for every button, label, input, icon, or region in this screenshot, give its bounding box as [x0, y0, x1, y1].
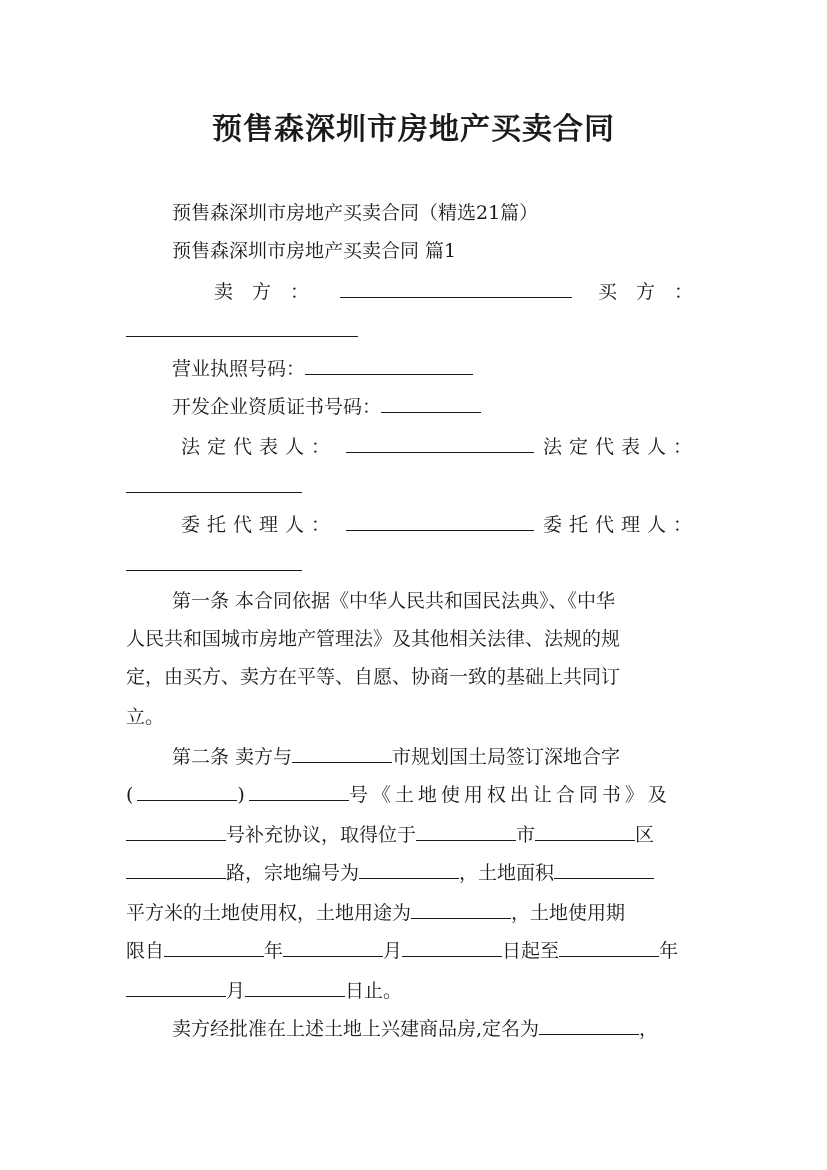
article-1-line-2: 人民共和国城市房地产管理法》及其他相关法律、法规的规 [126, 628, 621, 650]
legal-rep-field-buyer[interactable] [126, 474, 302, 500]
agent-label-seller: 委托代理人： [181, 514, 338, 536]
document-title: 预售森深圳市房地产买卖合同 [212, 112, 615, 147]
article-2-line-5: 平方米的土地使用权，土地用途为 ，土地使用期 [126, 902, 626, 924]
blank-field[interactable] [411, 900, 511, 919]
article-2-line-6: 限自 年 月 日起至 年 [126, 940, 679, 962]
article-1-line-4: 立。 [126, 706, 165, 728]
article-1-line-3: 定，由买方、卖方在平等、自愿、协商一致的基础上共同订 [126, 666, 621, 688]
blank-field[interactable] [126, 978, 226, 997]
seller-field[interactable] [340, 279, 572, 305]
blank-field[interactable] [126, 860, 226, 879]
blank-field[interactable] [164, 938, 264, 957]
license-row [172, 356, 473, 382]
blank-field[interactable] [559, 938, 659, 957]
agent-label-buyer: 委托代理人： [543, 514, 700, 536]
qualification-label: 开发企业资质证书号码： [172, 396, 382, 418]
agent-field-buyer[interactable] [126, 552, 302, 578]
blank-field[interactable] [554, 860, 654, 879]
license-field[interactable] [305, 356, 473, 375]
article-2-line-3: 号补充协议，取得位于 市 区 [126, 822, 654, 848]
blank-field[interactable] [402, 938, 502, 957]
article-2-line-2: ( ) 号《土地使用权出让合同书》及 [126, 784, 671, 806]
legal-rep-label-buyer: 法定代表人： [543, 436, 700, 458]
article-2-line-4: 路，宗地编号为 ，土地面积 [126, 860, 654, 886]
article-3-line-1: 卖方经批准在上述土地上兴建商品房,定名为 ， [172, 1018, 659, 1040]
blank-field[interactable] [535, 822, 635, 841]
intro-line-2: 预售森深圳市房地产买卖合同 篇1 [172, 240, 457, 262]
agent-field-seller[interactable] [346, 512, 534, 538]
article-2-line-1: 第二条 卖方与 市规划国土局签订深地合字 [172, 746, 621, 768]
license-label: 营业执照号码： [172, 358, 306, 380]
blank-field[interactable] [126, 822, 226, 841]
blank-field[interactable] [539, 1016, 639, 1035]
blank-field[interactable] [292, 744, 392, 763]
legal-rep-field-seller[interactable] [346, 434, 534, 460]
blank-field[interactable] [137, 782, 237, 801]
qualification-row [172, 394, 481, 420]
blank-field[interactable] [249, 782, 349, 801]
blank-field[interactable] [359, 860, 459, 879]
article-2-line-7: 月 日止。 [126, 978, 402, 1004]
article-1-line-1: 第一条 本合同依据《中华人民共和国民法典》、《中华 [172, 590, 616, 612]
legal-rep-label-seller: 法定代表人： [181, 436, 338, 458]
intro-line-1: 预售森深圳市房地产买卖合同（精选21篇） [172, 202, 539, 224]
seller-label: 卖 方 ： [214, 281, 310, 303]
buyer-field[interactable] [126, 318, 358, 344]
blank-field[interactable] [283, 938, 383, 957]
blank-field[interactable] [416, 822, 516, 841]
blank-field[interactable] [245, 978, 345, 997]
qualification-field[interactable] [381, 394, 481, 413]
buyer-label: 买 方 ： [598, 281, 694, 303]
